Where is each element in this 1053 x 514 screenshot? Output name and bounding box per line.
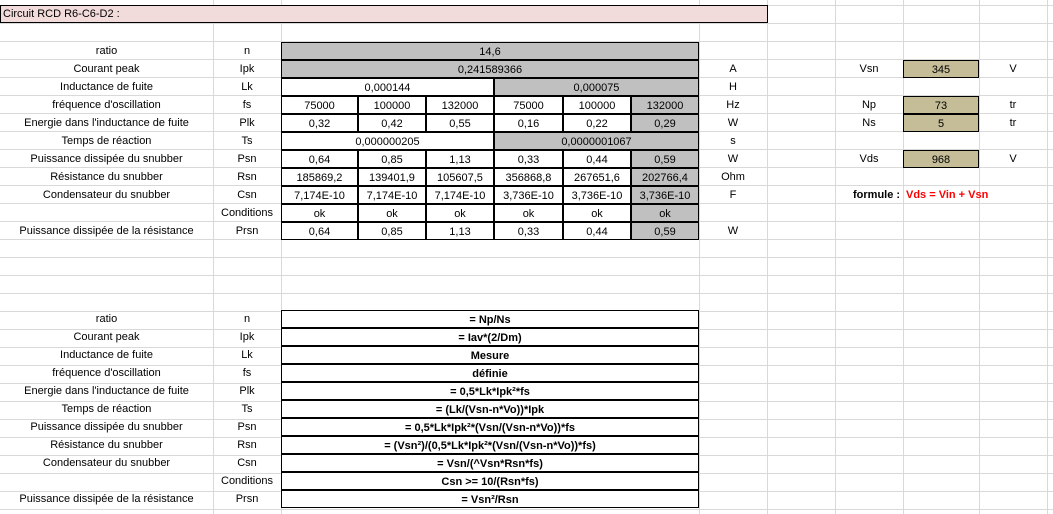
- label-vsn[interactable]: Vsn: [859, 63, 879, 75]
- label-csn[interactable]: Condensateur du snubber: [42, 189, 171, 201]
- unit-ipk[interactable]: A: [729, 63, 737, 75]
- cell-csn-2[interactable]: 7,174E-10: [358, 186, 426, 204]
- cell-cond-5[interactable]: ok: [563, 204, 631, 222]
- label-prsn[interactable]: Puissance dissipée de la résistance: [19, 225, 194, 237]
- fsym-ratio[interactable]: n: [243, 313, 251, 325]
- cell-prsn-2[interactable]: 0,85: [358, 222, 426, 240]
- symbol-fs[interactable]: fs: [242, 99, 252, 111]
- cell-ratio[interactable]: 14,6: [281, 42, 699, 60]
- sheet-title[interactable]: Circuit RCD R6-C6-D2 :: [0, 5, 768, 23]
- unit-lk[interactable]: H: [729, 81, 737, 93]
- symbol-lk[interactable]: Lk: [241, 81, 253, 93]
- unit-csn[interactable]: F: [729, 189, 737, 201]
- cell-cond-6[interactable]: ok: [631, 204, 699, 222]
- label-psn[interactable]: Puissance dissipée du snubber: [30, 153, 183, 165]
- formula-ipk[interactable]: = Iav*(2/Dm): [281, 328, 699, 346]
- cell-plk-6[interactable]: 0,29: [631, 114, 699, 132]
- fsym-csn[interactable]: Csn: [237, 457, 257, 469]
- cell-lk-b[interactable]: 0,000075: [494, 78, 699, 96]
- flabel-conditions[interactable]: [0, 472, 213, 490]
- cell-prsn-5[interactable]: 0,44: [563, 222, 631, 240]
- cell-psn-1[interactable]: 0,64: [281, 150, 358, 168]
- unit-np[interactable]: tr: [1009, 99, 1017, 111]
- flabel-rsn[interactable]: Résistance du snubber: [50, 439, 163, 451]
- input-vsn[interactable]: 345: [903, 60, 979, 78]
- symbol-prsn[interactable]: Prsn: [235, 225, 259, 237]
- cell-plk-4[interactable]: 0,16: [494, 114, 563, 132]
- cell-prsn-3[interactable]: 1,13: [426, 222, 494, 240]
- cell-csn-6[interactable]: 3,736E-10: [631, 186, 699, 204]
- cell-psn-2[interactable]: 0,85: [358, 150, 426, 168]
- cell-fs-3[interactable]: 132000: [426, 96, 494, 114]
- flabel-lk[interactable]: Inductance de fuite: [60, 349, 153, 361]
- cell-fs-6[interactable]: 132000: [631, 96, 699, 114]
- symbol-psn[interactable]: Psn: [237, 153, 257, 165]
- cell-csn-1[interactable]: 7,174E-10: [281, 186, 358, 204]
- flabel-ipk[interactable]: Courant peak: [73, 331, 140, 343]
- flabel-psn[interactable]: Puissance dissipée du snubber: [30, 421, 183, 433]
- cell-ts-b[interactable]: 0,0000001067: [494, 132, 699, 150]
- symbol-conditions[interactable]: Conditions: [221, 207, 273, 219]
- cell-ipk[interactable]: 0,241589366: [281, 60, 699, 78]
- fsym-ts[interactable]: Ts: [241, 403, 253, 415]
- formula-psn[interactable]: = 0,5*Lk*Ipk²*(Vsn/(Vsn-n*Vo))*fs: [281, 418, 699, 436]
- label-ratio[interactable]: ratio: [95, 45, 118, 57]
- cell-csn-5[interactable]: 3,736E-10: [563, 186, 631, 204]
- flabel-prsn[interactable]: Puissance dissipée de la résistance: [19, 493, 194, 505]
- flabel-plk[interactable]: Energie dans l'inductance de fuite: [24, 385, 189, 397]
- symbol-rsn[interactable]: Rsn: [237, 171, 257, 183]
- flabel-fs[interactable]: fréquence d'oscillation: [52, 367, 161, 379]
- fsym-psn[interactable]: Psn: [237, 421, 257, 433]
- unit-prsn[interactable]: W: [727, 225, 739, 237]
- formula-conditions[interactable]: Csn >= 10/(Rsn*fs): [281, 472, 699, 490]
- cell-rsn-3[interactable]: 105607,5: [426, 168, 494, 186]
- formula-lk[interactable]: Mesure: [281, 346, 699, 364]
- cell-psn-6[interactable]: 0,59: [631, 150, 699, 168]
- cell-fs-1[interactable]: 75000: [281, 96, 358, 114]
- cell-plk-1[interactable]: 0,32: [281, 114, 358, 132]
- cell-prsn-1[interactable]: 0,64: [281, 222, 358, 240]
- cell-plk-5[interactable]: 0,22: [563, 114, 631, 132]
- input-np[interactable]: 73: [903, 96, 979, 114]
- cell-csn-4[interactable]: 3,736E-10: [494, 186, 563, 204]
- unit-vds[interactable]: V: [1009, 153, 1017, 165]
- formula-rsn[interactable]: = (Vsn²)/(0,5*Lk*Ipk²*(Vsn/(Vsn-n*Vo))*fs): [281, 436, 699, 454]
- symbol-ratio[interactable]: n: [243, 45, 251, 57]
- cell-lk-a[interactable]: 0,000144: [281, 78, 494, 96]
- formula-prsn[interactable]: = Vsn²/Rsn: [281, 490, 699, 508]
- fsym-rsn[interactable]: Rsn: [237, 439, 257, 451]
- cell-rsn-1[interactable]: 185869,2: [281, 168, 358, 186]
- unit-vsn[interactable]: V: [1009, 63, 1017, 75]
- cell-plk-3[interactable]: 0,55: [426, 114, 494, 132]
- cell-csn-3[interactable]: 7,174E-10: [426, 186, 494, 204]
- label-rsn[interactable]: Résistance du snubber: [50, 171, 163, 183]
- symbol-ipk[interactable]: Ipk: [239, 63, 255, 75]
- fsym-lk[interactable]: Lk: [241, 349, 253, 361]
- cell-vds[interactable]: 968: [903, 150, 979, 168]
- flabel-ts[interactable]: Temps de réaction: [61, 403, 152, 415]
- cell-cond-4[interactable]: ok: [494, 204, 563, 222]
- formula-ts[interactable]: = (Lk/(Vsn-n*Vo))*Ipk: [281, 400, 699, 418]
- label-np[interactable]: Np: [861, 99, 877, 111]
- label-ipk[interactable]: Courant peak: [73, 63, 140, 75]
- unit-rsn[interactable]: Ohm: [721, 171, 745, 183]
- label-plk[interactable]: Energie dans l'inductance de fuite: [24, 117, 189, 129]
- unit-ts[interactable]: s: [730, 135, 736, 147]
- cell-rsn-6[interactable]: 202766,4: [631, 168, 699, 186]
- formula-label[interactable]: formule :: [853, 189, 901, 201]
- unit-plk[interactable]: W: [727, 117, 739, 129]
- fsym-prsn[interactable]: Prsn: [235, 493, 259, 505]
- cell-cond-2[interactable]: ok: [358, 204, 426, 222]
- label-vds[interactable]: Vds: [859, 153, 879, 165]
- cell-rsn-5[interactable]: 267651,6: [563, 168, 631, 186]
- formula-csn[interactable]: = Vsn/(^Vsn*Rsn*fs): [281, 454, 699, 472]
- formula-plk[interactable]: = 0,5*Lk*Ipk²*fs: [281, 382, 699, 400]
- unit-fs[interactable]: Hz: [726, 99, 740, 111]
- formula-fs[interactable]: définie: [281, 364, 699, 382]
- unit-psn[interactable]: W: [727, 153, 739, 165]
- symbol-plk[interactable]: Plk: [239, 117, 255, 129]
- cell-rsn-4[interactable]: 356868,8: [494, 168, 563, 186]
- fsym-plk[interactable]: Plk: [239, 385, 255, 397]
- symbol-csn[interactable]: Csn: [237, 189, 257, 201]
- cell-fs-2[interactable]: 100000: [358, 96, 426, 114]
- cell-ts-a[interactable]: 0,000000205: [281, 132, 494, 150]
- fsym-fs[interactable]: fs: [242, 367, 252, 379]
- cell-psn-4[interactable]: 0,33: [494, 150, 563, 168]
- formula-vds[interactable]: Vds = Vin + Vsn: [906, 189, 989, 201]
- cell-prsn-4[interactable]: 0,33: [494, 222, 563, 240]
- formula-ratio[interactable]: = Np/Ns: [281, 310, 699, 328]
- cell-cond-1[interactable]: ok: [281, 204, 358, 222]
- cell-cond-3[interactable]: ok: [426, 204, 494, 222]
- cell-psn-5[interactable]: 0,44: [563, 150, 631, 168]
- label-fs[interactable]: fréquence d'oscillation: [52, 99, 161, 111]
- cell-psn-3[interactable]: 1,13: [426, 150, 494, 168]
- cell-rsn-2[interactable]: 139401,9: [358, 168, 426, 186]
- unit-ns[interactable]: tr: [1009, 117, 1017, 129]
- label-lk[interactable]: Inductance de fuite: [60, 81, 153, 93]
- cell-fs-5[interactable]: 100000: [563, 96, 631, 114]
- label-ns[interactable]: Ns: [862, 117, 876, 129]
- label-ts[interactable]: Temps de réaction: [61, 135, 152, 147]
- fsym-ipk[interactable]: Ipk: [239, 331, 255, 343]
- flabel-csn[interactable]: Condensateur du snubber: [42, 457, 171, 469]
- symbol-ts[interactable]: Ts: [241, 135, 253, 147]
- input-ns[interactable]: 5: [903, 114, 979, 132]
- cell-fs-4[interactable]: 75000: [494, 96, 563, 114]
- flabel-ratio[interactable]: ratio: [95, 313, 118, 325]
- cell-plk-2[interactable]: 0,42: [358, 114, 426, 132]
- fsym-conditions[interactable]: Conditions: [221, 475, 273, 487]
- cell-prsn-6[interactable]: 0,59: [631, 222, 699, 240]
